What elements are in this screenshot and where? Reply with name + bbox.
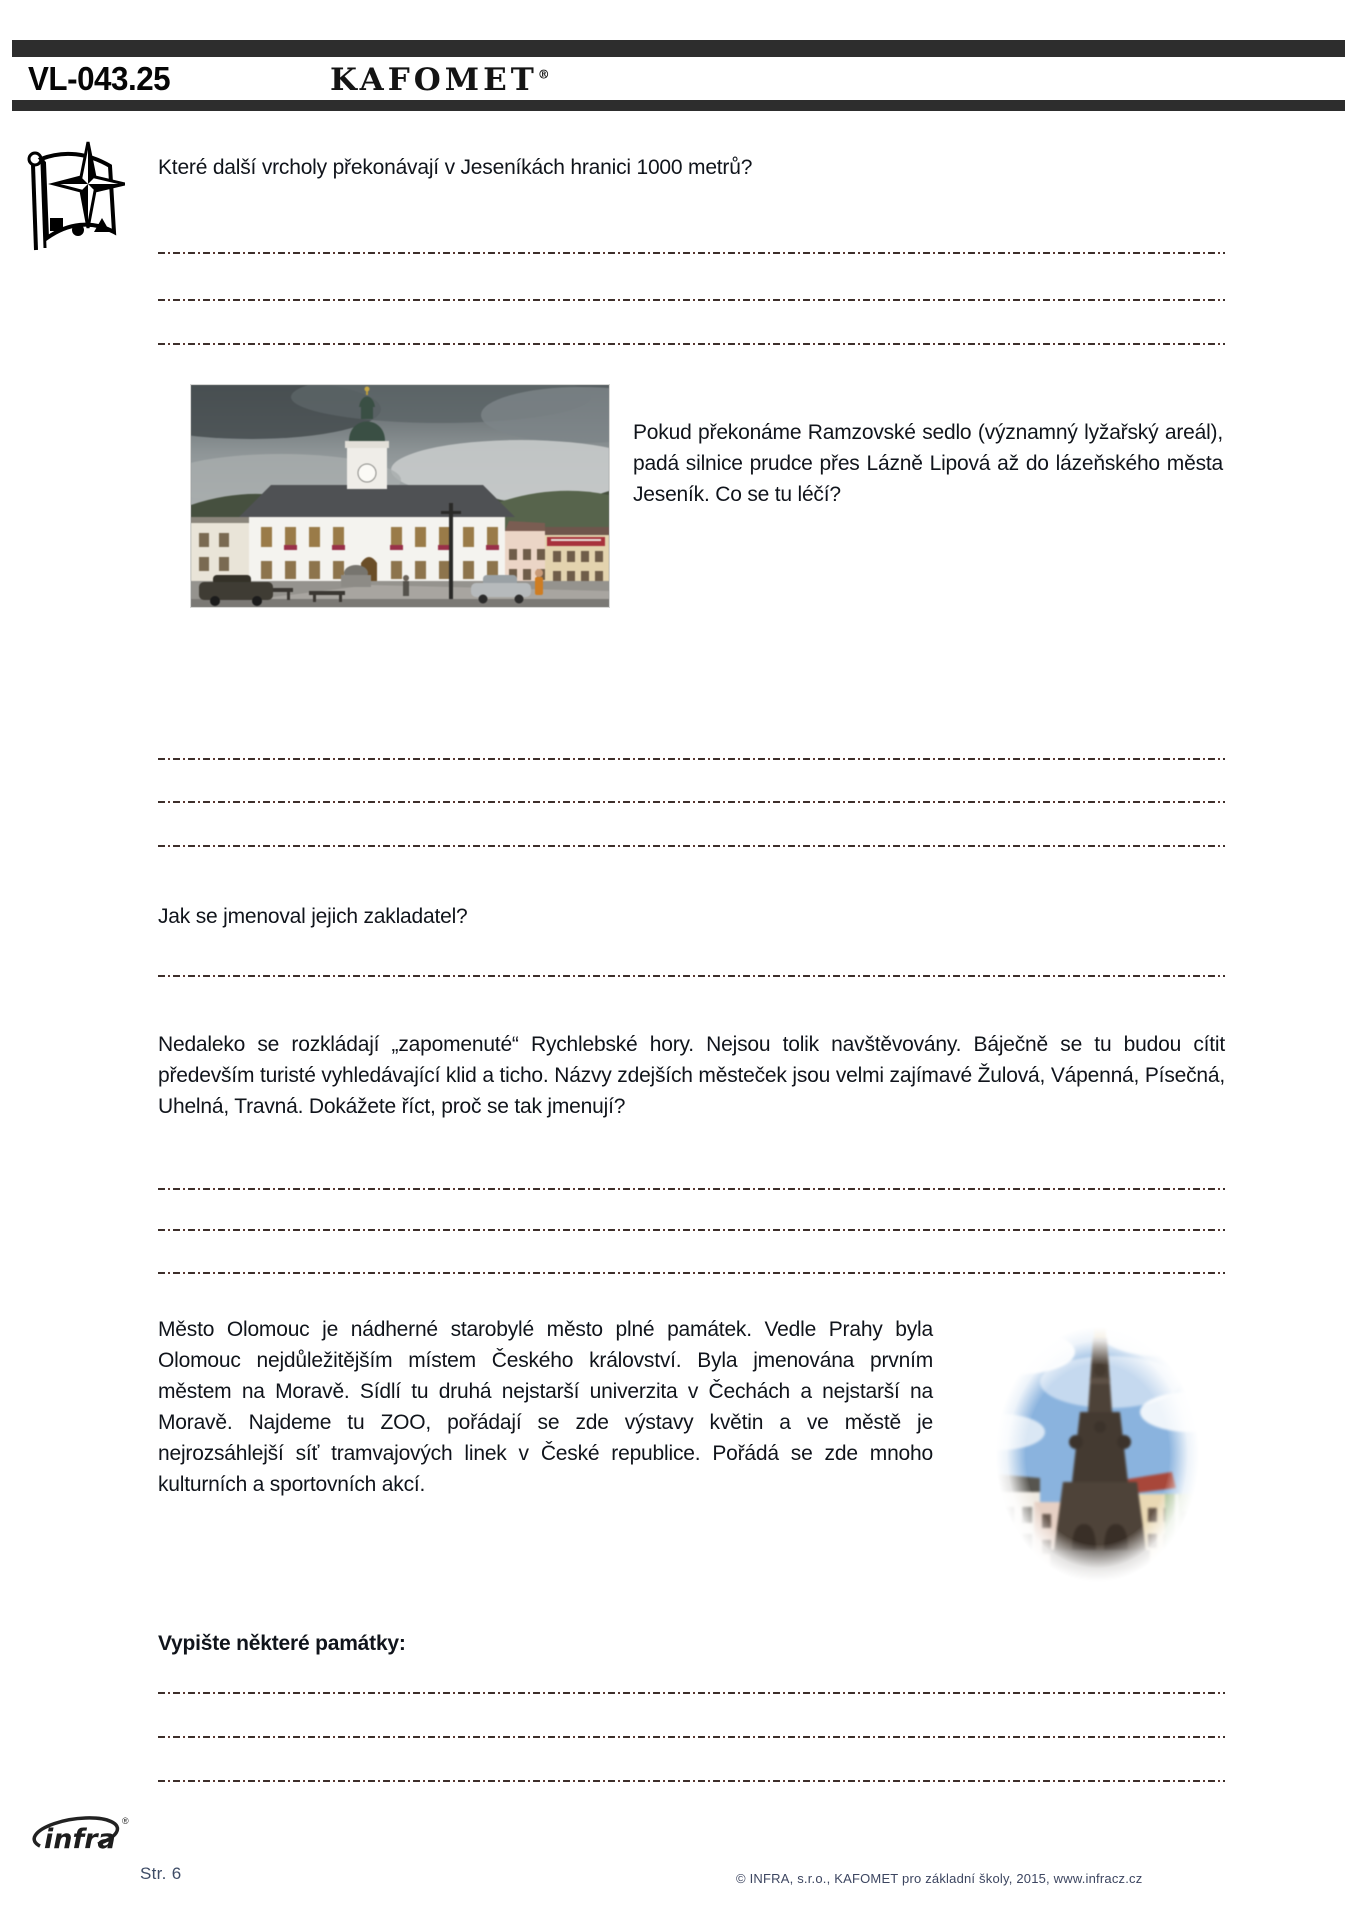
paragraph-olomouc: Město Olomouc je nádherné starobylé město plné památek. Vedle Prahy byla Olomouc nejdůležitějším místem Českého království. Byla jmenována prvním městem na Moravě. Sídlí tu druhá nejstarší univerzita v Čechách a nejstarší na Moravě. Najdeme tu ZOO, pořádají se zde výstavy květin a ve městě je nejrozsáhlejší síť tramvajových linek v České republice. Pořádá se zde mnoho kulturních a sportovních akcí. bbox=[158, 1318, 933, 1496]
answer-line bbox=[158, 252, 1225, 254]
document-code: VL-043.25 bbox=[28, 60, 171, 97]
map-compass-icon bbox=[18, 138, 125, 263]
answer-line bbox=[158, 975, 1225, 977]
answer-line bbox=[158, 801, 1225, 803]
infra-logo-mark: ® bbox=[122, 1816, 129, 1826]
photo-oval-vignette bbox=[960, 1282, 1235, 1627]
brand-title bbox=[330, 62, 550, 98]
answer-line bbox=[158, 1736, 1225, 1738]
olomouc-column-photo bbox=[960, 1282, 1235, 1627]
answer-line bbox=[158, 1692, 1225, 1694]
page-number: Str. 6 bbox=[140, 1864, 182, 1883]
answer-line bbox=[158, 758, 1225, 760]
question-2: Jak se jmenoval jejich zakladatel? bbox=[158, 905, 468, 928]
paragraph-rychlebske: Nedaleko se rozkládají „zapomenuté“ Rychlebské hory. Nejsou tolik navštěvovány. Báječně se tu budou cítit především turisté vyhledávající klid a ticho. Názvy zdejších městeček jsou velmi zajímavé Žulová, Vápenná, Písečná, Uhelná, Travná. Dokážete říct, proč se tak jmenují? bbox=[158, 1033, 1225, 1118]
header-bottom-rule bbox=[12, 100, 1345, 111]
task-monuments-heading: Vypište některé památky: bbox=[158, 1632, 406, 1655]
footer-copyright: © INFRA, s.r.o., KAFOMET pro základní školy, 2015, www.infracz.cz bbox=[736, 1871, 1143, 1886]
question-1: Které další vrcholy překonávají v Jeseníkách hranici 1000 metrů? bbox=[158, 156, 753, 179]
answer-line bbox=[158, 1780, 1225, 1782]
brand-text: KAFOMET bbox=[330, 62, 538, 98]
answer-line bbox=[158, 299, 1225, 301]
answer-line bbox=[158, 1188, 1225, 1190]
jesenik-square-photo bbox=[190, 384, 610, 608]
infra-logo bbox=[26, 1806, 136, 1865]
brand-registered-mark: ® bbox=[537, 67, 550, 82]
answer-line bbox=[158, 343, 1225, 345]
header-top-rule bbox=[12, 40, 1345, 57]
answer-line bbox=[158, 1272, 1225, 1274]
answer-line bbox=[158, 1229, 1225, 1231]
answer-line bbox=[158, 845, 1225, 847]
paragraph-jesenik: Pokud překonáme Ramzovské sedlo (významný lyžařský areál), padá silnice prudce přes Lázně Lipová až do lázeňského města Jeseník. Co se tu léčí? bbox=[633, 421, 1223, 506]
infra-logo-text: infra bbox=[44, 1824, 116, 1855]
